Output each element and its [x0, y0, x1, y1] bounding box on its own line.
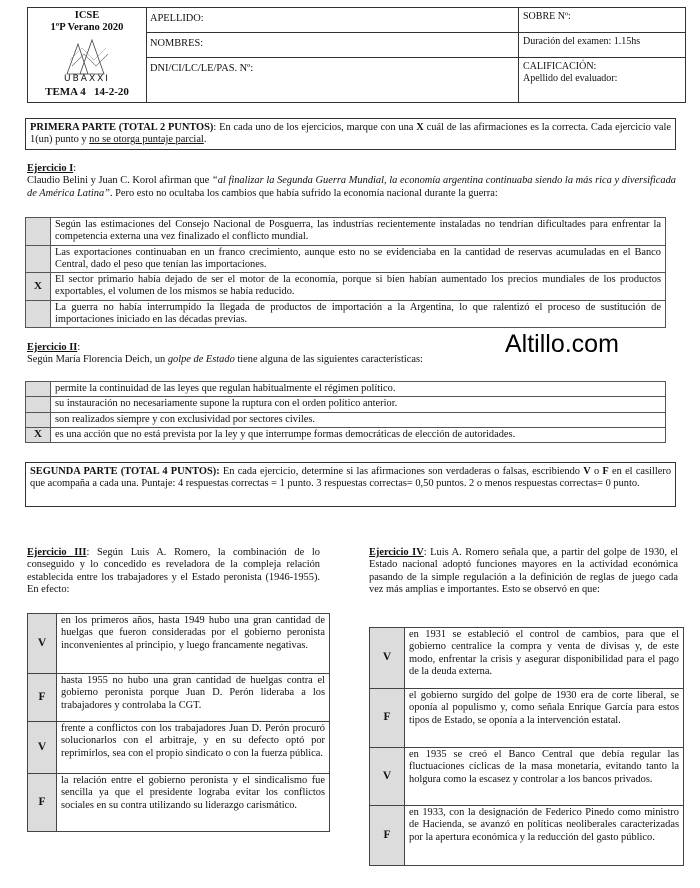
- ex1-title: Ejercicio I: [27, 163, 74, 174]
- evaluador-label: Apellido del evaluador:: [523, 72, 618, 84]
- ex1-option-row: [26, 273, 666, 301]
- ex4-intro: [369, 547, 678, 596]
- part1-end: .: [203, 134, 207, 146]
- part1-x: X: [416, 122, 424, 133]
- logo-text: UBAXXI: [64, 73, 110, 84]
- ex4-item-text: en 1933, con la designación de Federico Pinedo como ministro de Hacienda, se avanzó en políticas neoliberales caracterizadas por la apertura económica y la reducción del gasto público.: [405, 806, 684, 866]
- exam-date: 14-2-20: [94, 86, 129, 99]
- part2-instr: En cada ejercicio, determine si las afirmaciones son verdaderas o falsas, escribiendo: [219, 466, 584, 477]
- part2-o: o: [590, 466, 603, 477]
- exam-theme: [28, 86, 146, 99]
- ex4-mark-cell[interactable]: F: [370, 806, 405, 866]
- ex3-row: [28, 674, 330, 722]
- ex4-item-text: el gobierno surgido del golpe de 1930 era de corte liberal, se oponía al populismo y, como señala Enrique García para estos tipos de Estado, se oponía a la intervención estatal.: [405, 689, 684, 748]
- ex1-intro-b: . Pero esto no ocultaba los cambios que había sufrido la economía nacional durante la guerra:: [109, 187, 498, 199]
- ex2-option-text: su instauración no necesariamente supone la ruptura con el orden político anterior.: [51, 397, 666, 412]
- exam-header: [27, 7, 686, 103]
- ex4-mark-cell[interactable]: V: [370, 628, 405, 689]
- ex1-option-row: [26, 300, 666, 328]
- part2-v: V: [583, 466, 591, 477]
- ex4-title: Ejercicio IV: [369, 547, 424, 558]
- ex1-option-text: La guerra no había interrumpido la llegada de productos de importación a la Argentina, lo que ralentizó el proceso de sustitución de importaciones iniciado en las décadas previas.: [51, 300, 666, 328]
- ex4-row: [370, 628, 684, 689]
- calificacion-field[interactable]: [518, 58, 685, 102]
- ex1-option-row: [26, 245, 666, 273]
- ex1-option-text: Según las estimaciones del Consejo Nacional de Posguerra, las industrias recientemente instaladas no tendrían dificultades para enfrentar la competencia externa una vez finalizado el conflicto mundial.: [51, 218, 666, 246]
- ex1-mark-cell[interactable]: [26, 245, 51, 273]
- header-logo-cell: [28, 8, 147, 102]
- ex1-quote: “al finalizar la Segunda Guerra Mundial, la economía argentina continuaba siendo la más rica y diversificada de América Latina”: [27, 175, 676, 199]
- ex4-mark-cell[interactable]: F: [370, 689, 405, 748]
- ex2-title: Ejercicio II: [27, 342, 78, 353]
- ex4-intro-text: : Luis A. Romero señala que, a partir del golpe de 1930, el Estado nacional adoptó funciones mayores en la actividad económica pasando de la simple regulación a la definición de reglas de juego cada vez más amplias e importantes. Esto se observó en que:: [369, 547, 678, 595]
- ex4-row: [370, 748, 684, 806]
- ex2-mark-cell[interactable]: [26, 382, 51, 397]
- sobre-field[interactable]: SOBRE Nº:: [518, 8, 685, 33]
- dni-field[interactable]: DNI/CI/LC/LE/PAS. Nº:: [150, 63, 254, 74]
- ex2-mark-cell[interactable]: [26, 397, 51, 412]
- ex3-intro-text: : Según Luis A. Romero, la combinación de lo conseguido y lo concedido es reveladora de la compleja relación establecida entre los trabajadores y el Estado peronista (1946-1955). En efecto:: [27, 547, 320, 595]
- ex2-options-table: [25, 381, 666, 443]
- part2-title: SEGUNDA PARTE (TOTAL 4 PUNTOS):: [30, 466, 220, 477]
- course-name: ICSE: [74, 10, 100, 21]
- theme-label: TEMA 4: [45, 86, 86, 99]
- ex1-mark-cell[interactable]: [26, 300, 51, 328]
- exam-term: 1ºP Verano 2020: [50, 22, 124, 34]
- apellido-field[interactable]: APELLIDO:: [146, 8, 539, 33]
- ex1-intro-a: Claudio Belini y Juan C. Korol afirman que: [27, 175, 212, 187]
- ex2-option-row: [26, 427, 666, 442]
- ex2-option-row: [26, 412, 666, 427]
- ex1-mark-cell[interactable]: [26, 218, 51, 246]
- ex2-colon: :: [77, 342, 81, 353]
- ex3-row: [28, 722, 330, 774]
- ex3-item-text: frente a conflictos con los trabajadores Juan D. Perón procuró solucionarlos con el arbitraje, y en su defecto optó por reprimirlos, sea con el propio sindicato o con la fuerza pública.: [57, 722, 330, 774]
- ex4-row: [370, 689, 684, 748]
- part1-title: PRIMERA PARTE (TOTAL 2 PUNTOS): [30, 122, 214, 133]
- ex1-intro: [27, 163, 676, 200]
- ex4-item-text: en 1935 se creó el Banco Central que debía regular las fluctuaciones cíclicas de la masa monetaria, evitando tanto la holgura como la escasez y controlar a los bancos privados.: [405, 748, 684, 806]
- calificacion-label: CALIFICACIÓN:: [523, 61, 597, 72]
- ex2-intro-a: Según María Florencia Deich, un: [27, 354, 168, 366]
- ex2-intro: [27, 342, 497, 367]
- ex2-italic: golpe de Estado: [167, 354, 235, 366]
- ex2-intro-b: tiene alguna de las siguientes características:: [234, 354, 423, 366]
- ex4-row: [370, 806, 684, 866]
- duracion-label: Duración del examen: 1.15hs: [518, 33, 685, 58]
- ex4-item-text: en 1931 se estableció el control de cambios, para que el gobierno centralice la compra y venta de divisas y, de este modo, enfrentar la crisis y asegurar disponibilidad para el pago de la deuda externa.: [405, 628, 684, 689]
- ex3-row: [28, 614, 330, 674]
- ex3-intro: [27, 547, 320, 596]
- altillo-watermark: Altillo.com: [505, 330, 619, 358]
- ex3-title: Ejercicio III: [27, 547, 87, 558]
- part2-instr2: en el casillero que acompaña a cada una. Puntaje: 4 respuestas correctas = 1 punto. 3 respuestas correctas= 0,50 puntos. 2 o menos respuestas correctas= 0 punto.: [30, 466, 672, 490]
- part1-instr: : En cada uno de los ejercicios, marque con una: [213, 122, 417, 133]
- ex3-mark-cell[interactable]: V: [28, 722, 57, 774]
- ex3-mark-cell[interactable]: F: [28, 674, 57, 722]
- ex3-row: [28, 774, 330, 832]
- ex4-mark-cell[interactable]: V: [370, 748, 405, 806]
- ex1-options-table: [25, 217, 666, 328]
- part1-instructions: [25, 118, 676, 150]
- nombres-field[interactable]: NOMBRES:: [146, 33, 539, 58]
- ex2-option-row: [26, 382, 666, 397]
- ex3-mark-cell[interactable]: F: [28, 774, 57, 832]
- ubaxxi-logo-icon: [52, 36, 122, 76]
- ex1-option-row: [26, 218, 666, 246]
- ex1-option-text: El sector primario había dejado de ser el motor de la economía, porque si bien habían aumentado los precios mundiales de los productos exportables, el volumen de los mismos se había reducido.: [51, 273, 666, 301]
- ex3-mark-cell[interactable]: V: [28, 614, 57, 674]
- ex3-item-text: en los primeros años, hasta 1949 hubo una gran cantidad de huelgas que fueron consideradas por el gobierno peronista inconvenientes al principio, y luego francamente negativas.: [57, 614, 330, 674]
- part1-instr2: cuál de las afirmaciones es la correcta. Cada ejercicio vale 1(un) punto y: [30, 122, 672, 146]
- ex4-table: [369, 627, 684, 866]
- ex2-mark-cell[interactable]: [26, 412, 51, 427]
- part1-no-parcial: no se otorga puntaje parcial: [89, 134, 204, 146]
- ex2-mark-cell[interactable]: X: [26, 427, 51, 442]
- ex2-option-row: [26, 397, 666, 412]
- ex3-item-text: la relación entre el gobierno peronista y el sindicalismo fue sencilla ya que el presidente lograba evitar los conflictos sociales en su contra utilizando su liderazgo carismático.: [57, 774, 330, 832]
- ex1-mark-cell[interactable]: X: [26, 273, 51, 301]
- part2-f: F: [602, 466, 609, 477]
- ex3-table: [27, 613, 330, 832]
- ex2-option-text: es una acción que no está prevista por la ley y que interrumpe formas democráticas de elección de autoridades.: [51, 427, 666, 442]
- ex2-option-text: permite la continuidad de las leyes que regulan habitualmente el régimen político.: [51, 382, 666, 397]
- ex1-colon: :: [73, 163, 77, 174]
- ex3-item-text: hasta 1955 no hubo una gran cantidad de huelgas contra el gobierno peronista porque Juan D. Perón lideraba a los trabajadores y controlaba la CGT.: [57, 674, 330, 722]
- ex2-option-text: son realizados siempre y con exclusividad por sectores civiles.: [51, 412, 666, 427]
- part2-instructions: [25, 462, 676, 507]
- ex1-option-text: Las exportaciones continuaban en un franco crecimiento, aunque esto no se evidenciaba en la cantidad de reservas acumuladas en el Banco Central, dado el peso que tenían las importaciones.: [51, 245, 666, 273]
